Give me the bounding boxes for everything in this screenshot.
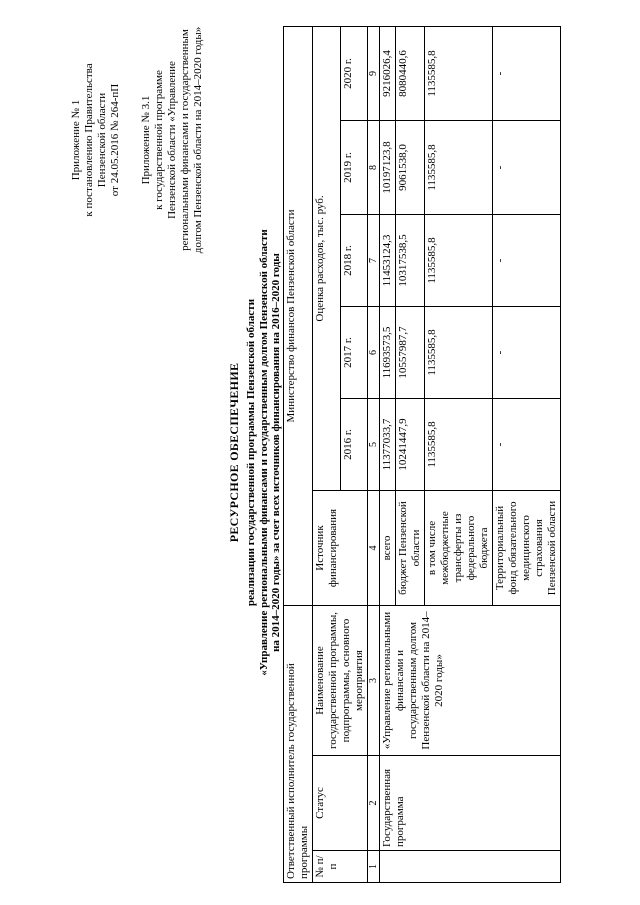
appendix-1-line: Пензенской области (96, 92, 108, 188)
amount-cell: 10241447,9 (396, 399, 425, 491)
appendix-3-1-line: Приложение № 3.1 (140, 95, 152, 185)
column-index: 4 (368, 491, 380, 606)
document-subtitle: реализации государственной программы Пензенской области (245, 298, 257, 607)
appendix-1-line: Приложение № 1 (70, 99, 82, 181)
document-subtitle: на 2014–2020 годы» за счет всех источников финансирования на 2016–2020 годы (270, 253, 282, 652)
source-label: бюджет Пензенской области (396, 491, 425, 606)
appendix-3-1-line: к государственной программе (153, 70, 165, 210)
amount-cell: - (493, 307, 561, 399)
amount-cell: 8080440,6 (396, 26, 425, 120)
year-header: 2019 г. (340, 121, 368, 215)
program-name: «Управление региональными финансами и государственным долгом Пензенской области на 2014–2020 годы» (380, 606, 561, 756)
source-label: Территориальный фонд обязательного медицинского страхования Пензенской области (493, 491, 561, 606)
column-index: 6 (368, 307, 380, 399)
document-subtitle: «Управление региональными финансами и государственным долгом Пензенской области (258, 229, 270, 676)
amount-cell: 1135585,8 (425, 26, 493, 120)
appendix-3-1-line: долгом Пензенской области на 2014–2020 годы» (192, 26, 204, 254)
row-number (380, 851, 561, 883)
amount-cell: - (493, 26, 561, 120)
amount-cell: 9216026,4 (380, 26, 396, 120)
amount-cell: 11453124,3 (380, 215, 396, 307)
amount-cell: 10197123,8 (380, 121, 396, 215)
amount-cell: 10557987,7 (396, 307, 425, 399)
responsible-row (284, 26, 313, 882)
source-label: в том числе межбюджетные трансферты из федерального бюджета (425, 491, 493, 606)
source-label: всего (380, 491, 396, 606)
amount-cell: - (493, 121, 561, 215)
column-index: 7 (368, 215, 380, 307)
column-index: 8 (368, 121, 380, 215)
year-header: 2016 г. (340, 399, 368, 491)
responsible-label: Ответственный исполнитель государственной программы (284, 606, 313, 883)
year-header: 2018 г. (340, 215, 368, 307)
year-header: 2017 г. (340, 307, 368, 399)
appendix-1-line: к постановлению Правительства (83, 63, 95, 217)
header-row (313, 26, 341, 882)
amount-cell: 11693573,5 (380, 307, 396, 399)
num-header: № п/п (313, 851, 368, 883)
appendix-3-1-block (140, 15, 205, 265)
amount-cell: - (493, 215, 561, 307)
appendix-3-1-line: региональными финансами и государственным (179, 29, 191, 251)
program-status: Государственная программа (380, 756, 561, 851)
table-row (380, 26, 396, 882)
status-header: Статус (313, 756, 368, 851)
amount-cell: 11377033,7 (380, 399, 396, 491)
responsible-ministry: Министерство финансов Пензенской области (284, 26, 313, 605)
funding-table (283, 26, 561, 883)
column-index: 5 (368, 399, 380, 491)
column-index: 1 (368, 851, 380, 883)
document-title: РЕСУРСНОЕ ОБЕСПЕЧЕНИЕ (227, 362, 241, 543)
year-header: 2020 г. (340, 26, 368, 120)
column-index: 3 (368, 606, 380, 756)
amount-cell: 1135585,8 (425, 307, 493, 399)
amount-cell: 1135585,8 (425, 215, 493, 307)
appendix-3-1-line: Пензенской области «Управление (166, 61, 178, 219)
amount-cell: 1135585,8 (425, 399, 493, 491)
amount-cell: 10317538,5 (396, 215, 425, 307)
appendix-1-block (70, 15, 122, 265)
estimate-header: Оценка расходов, тыс. руб. (313, 26, 341, 490)
column-index-row (368, 26, 380, 882)
column-index: 9 (368, 26, 380, 120)
column-index: 2 (368, 756, 380, 851)
source-header: Источник финансирования (313, 491, 368, 606)
amount-cell: 1135585,8 (425, 121, 493, 215)
name-header: Наименование государственной программы, подпрограммы, основного мероприятия (313, 606, 368, 756)
amount-cell: - (493, 399, 561, 491)
appendix-1-line: от 24.05.2016 № 264-пП (109, 83, 121, 197)
amount-cell: 9061538,0 (396, 121, 425, 215)
